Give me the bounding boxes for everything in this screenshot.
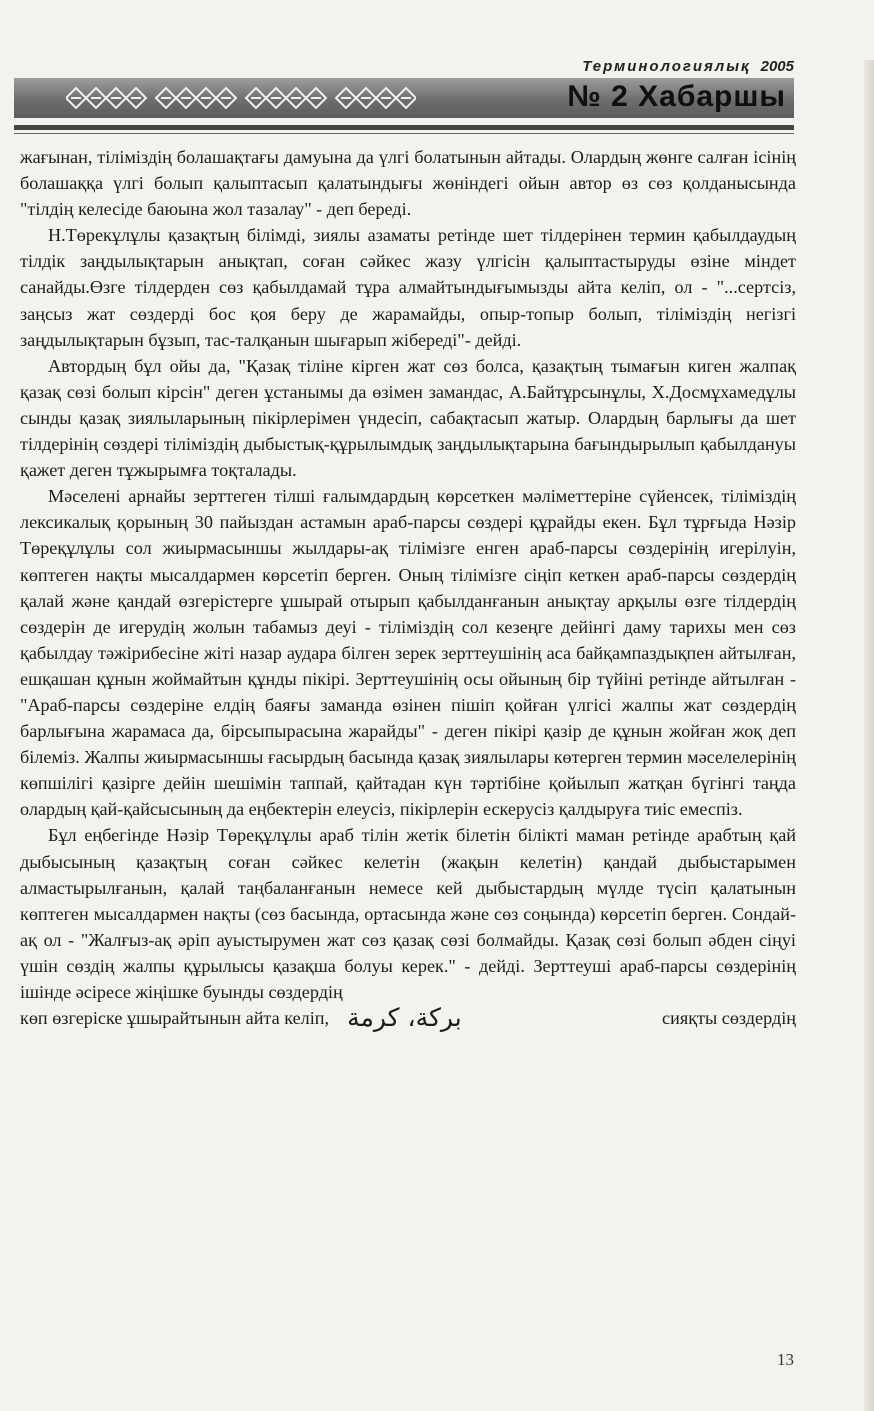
header-band — [14, 78, 794, 118]
paragraph-5: Бұл еңбегінде Нәзір Төреқұлұлы араб тілін жетік білетін білікті маман ретінде арабтың қай дыбысының қазақтың соған сәйкес келетін (жақын келетін) қандай дыбыстарымен алмастырылғанын, қалай таңбаланғанын немесе кей дыбыстардың мүлде түсіп қалатынын көптеген мысалдармен нақты (сөз басында, ортасында және сөз соңында) көрсетіп берген. Сондай-ақ ол - "Жалғыз-ақ әріп ауыстырумен жат сөз қазақ сөзі болмайды. Қазақ сөзі болып әбден сіңуі үшін сөздің жалпы құрылысы қазақша болуы керек." - дейді. Зерттеуші араб-парсы сөздерінің ішінде әсіресе жіңішке буынды сөздердің — [20, 825, 796, 1002]
journal-title — [582, 58, 794, 75]
paragraph-2: Н.Төрекұлұлы қазақтың білімді, зиялы азаматы ретінде шет тілдерінен термин қабылдаудың тілдік заңдылықтарын анықтап, соған сәйкес жазу үлгісін қалыптастыруды өзіне міндет санайды.Өзге тілдерден сөз қабылдамай тұра алмайтындығымызды айта келіп, ол - "...сертсіз, заңсыз жат сөздерді бос қоя беру де жарамайды, опыр-топыр болып, тіліміздің негізгі заңдылықтарын бұзып, тас-талқанын шығарып жібереді"- дейді. — [20, 225, 796, 350]
article-body — [20, 144, 796, 1031]
final-line-text: көп өзгеріске ұшырайтынын айта келіп, — [20, 1008, 330, 1029]
journal-name: Терминологиялық — [582, 58, 751, 75]
issue-label: № 2 Хабаршы — [567, 80, 786, 113]
paragraph-4: Мәселені арнайы зерттеген тілші ғалымдардың көрсеткен мәліметтеріне сүйенсек, тіліміздің лексикалық қорының 30 пайыздан астамын араб-парсы сөздері құрайды екен. Бұл тұрғыда Нәзір Төреқұлұлы сол жиырмасыншы жылдары-ақ тілімізге енген араб-парсы сөздерінің игерілуін, көптеген нақты мысалдармен көрсетіп берген. Оның тілімізге сіңіп кеткен араб-парсы сөздердің қалай және қандай өзгерістерге ұшырай отырып қабылданғанын анықтау арқылы өзге тілдердің сөздерін де игерудің жолын табамыз деуі - тіліміздің сол кезеңге дейінгі даму тарихы мен сөз қабылдау тәжірибесіне жіті назар аудара білген зерек зерттеушінің аса байқампаздықпен айтылған, ешқашан құнын жоймайтын құнды пікірі. Зерттеушінің осы ойының бір түйіні ретінде айтылған - "Араб-парсы сөздеріне елдің баяғы заманда өзінен пішіп қойған үлгісі жалпы жат сөздердің барлығына жарамаса да, бірсыпырасына жарайды" - деген пікірі қазір де құнын жойған жоқ деп білеміз. Жалпы жиырмасыншы ғасырдың басында қазақ зиялылары көтерген термин мәселелерінің көпшілігі қазірге дейін шешімін таппай, қайтадан күн тәртібіне қойылып жатқан бүгінгі таңда олардың қай-қайсысының да еңбектерін елеусіз, пікірлерін ескерусіз қалдыруға тиіс емеспіз. — [20, 486, 796, 820]
final-line-end: сияқты сөздердің — [662, 1008, 796, 1029]
ornament-pattern-icon — [66, 84, 416, 112]
arabic-examples: برکة، کرمة — [347, 1003, 462, 1033]
paragraph-1: жағынан, тіліміздің болашақтағы дамуына да үлгі болатынын айтады. Олардың жөнге салған ісінің болашаққа үлгі болып қалыптасып қалатындығы жөніндегі ойын автор өз сөз қолданысында "тілдің келесіде баюына жол тазалау" - деп береді. — [20, 147, 796, 220]
page-edge-shadow — [864, 60, 874, 1411]
journal-year: 2005 — [760, 58, 794, 75]
header-rule-thin — [14, 133, 794, 134]
header-rule — [14, 125, 794, 130]
paragraph-3: Автордың бұл ойы да, "Қазақ тіліне кірген жат сөз болса, қазақтың тымағын киген жалпақ қазақ сөзі болып кірсін" деген ұстанымы да өзімен замандас, А.Байтұрсынұлы, Х.Досмұхамедұлы сынды қазақ зиялыларының пікірлерімен үндесіп, сабақтасып жатыр. Олардың барлығы да шет тілдерінің сөздері тіліміздің дыбыстық-құрылымдық заңдылықтарына бағындырылып қабылдануы қажет деген тұжырымға тоқталады. — [20, 355, 796, 481]
page-number: 13 — [777, 1350, 794, 1369]
final-line — [20, 1005, 796, 1031]
